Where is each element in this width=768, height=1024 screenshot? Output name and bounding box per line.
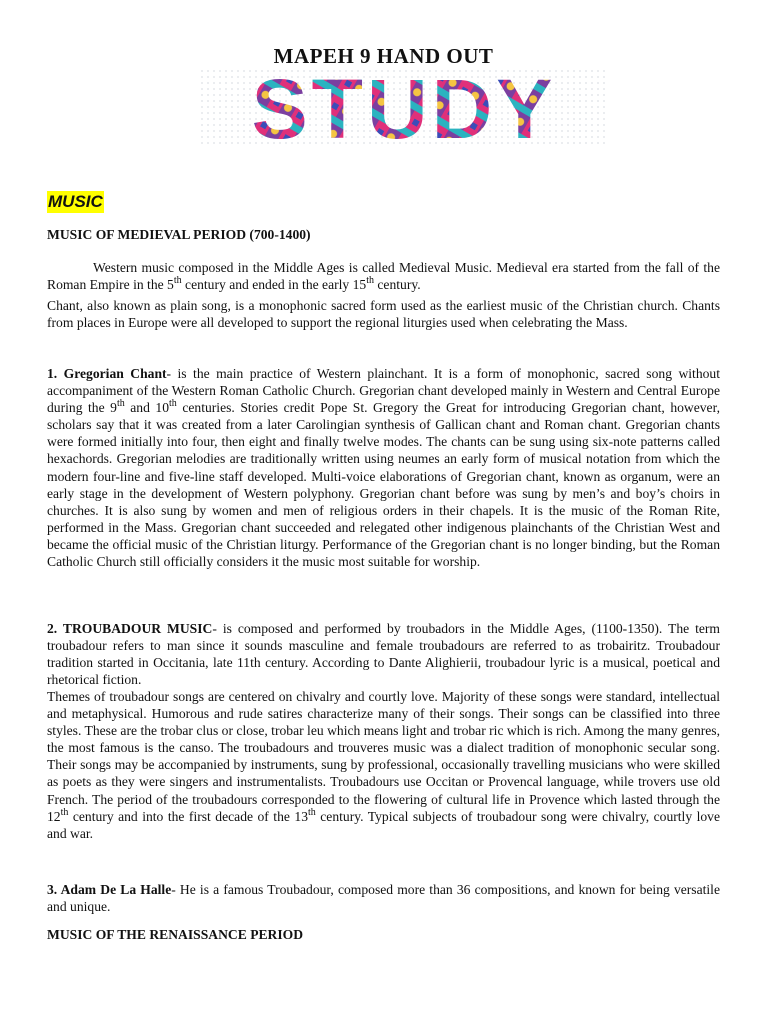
gregorian-chant-paragraph: 1. Gregorian Chant- is the main practice of Western plainchant. It is a form of monophonic, sacred song without accompaniment of the Western Roman Catholic Church. Gregorian chant developed mainly in Western and Central Europe during the 9th and 10th centuries. Stories credit Pope St. Gregory the Great for introducing Gregorian chant, however, scholars say that it was created from a later Carolingian synthesis of Gallican chant and Roman chant. Gregorian chants were formed initially into four, then eight and finally twelve modes. The chants can be sung using six-note patterns called hexachords. Gregorian melodies are traditionally written using neumes an early form of musical notation from which the modern four-line and five-line staff developed. Multi-voice elaborations of Gregorian chant, known as organum, were an early stage in the development of Western polyphony. Gregorian chant before was sung by men’s and boy’s choirs in churches. It is also sung by women and men of religious orders in their chapels. It is the music of the Roman Rite, performed in the Mass. Gregorian chant succeeded and relegated other indigenous plainchants of the Christian West and became the official music of the Christian liturgy. Performance of the Gregorian chant is no longer binding, but the Roman Catholic Church still officially considers it the music most suitable for worship. <box>47 366 720 570</box>
chant-paragraph: Chant, also known as plain song, is a monophonic sacred form used as the earliest music of the Christian church. Chants from places in Europe were all developed to support the regional liturgies used when celebrating the Mass. <box>47 298 720 331</box>
adam-de-la-halle-paragraph: 3. Adam De La Halle- He is a famous Troubadour, composed more than 36 compositions, and known for being versatile and unique. <box>47 882 720 915</box>
section-heading-medieval: MUSIC OF MEDIEVAL PERIOD (700-1400) <box>47 227 311 242</box>
banner-word: STUDY <box>251 68 557 144</box>
gregorian-chant-title: 1. Gregorian Chant <box>47 366 167 381</box>
study-banner-graphic <box>199 68 609 144</box>
troubadour-title: 2. TROUBADOUR MUSIC <box>47 621 213 636</box>
adam-de-la-halle-title: 3. Adam De La Halle <box>47 882 172 897</box>
section-heading-renaissance: MUSIC OF THE RENAISSANCE PERIOD <box>47 927 304 942</box>
troubadour-paragraph: 2. TROUBADOUR MUSIC- is composed and performed by troubadors in the Middle Ages, (1100-1350). The term troubadour refers to man since it sounds masculine and female troubadours are referred to as trobairitz. Troubadour tradition started in Occitania, late 11th century. According to Dante Alighierii, troubadour lyric is a musical, poetical and rhetorical fiction. <box>47 621 720 688</box>
document-title: MAPEH 9 HAND OUT <box>273 44 494 68</box>
intro-paragraph: Western music composed in the Middle Ages is called Medieval Music. Medieval era started from the fall of the Roman Empire in the 5th century and ended in the early 15th century. <box>47 260 720 293</box>
section-label: MUSIC <box>48 192 103 211</box>
troubadour-themes-paragraph: Themes of troubadour songs are centered on chivalry and courtly love. Majority of these songs were standard, intellectual and metaphysical. Humorous and rude satires characterize many of their songs. Their songs can be classified into three styles. These are the trobar clus or close, trobar leu which means light and trobar ric which is rich. Among the many genres, the most famous is the canso. The troubadours and trouveres music was a dialect tradition of monophonic secular song. Their songs may be accompanied by instruments, sung by professional, occasionally travelling musicians who were skilled as poets as they were singers and instrumentalists. Troubadours use Occitan or Provencal language, while trovers use old French. The period of the troubadours corresponded to the flowering of cultural life in Provence which lasted through the 12th century and into the first decade of the 13th century. Typical subjects of troubadour song were chivalry, courtly love and war. <box>47 689 720 841</box>
